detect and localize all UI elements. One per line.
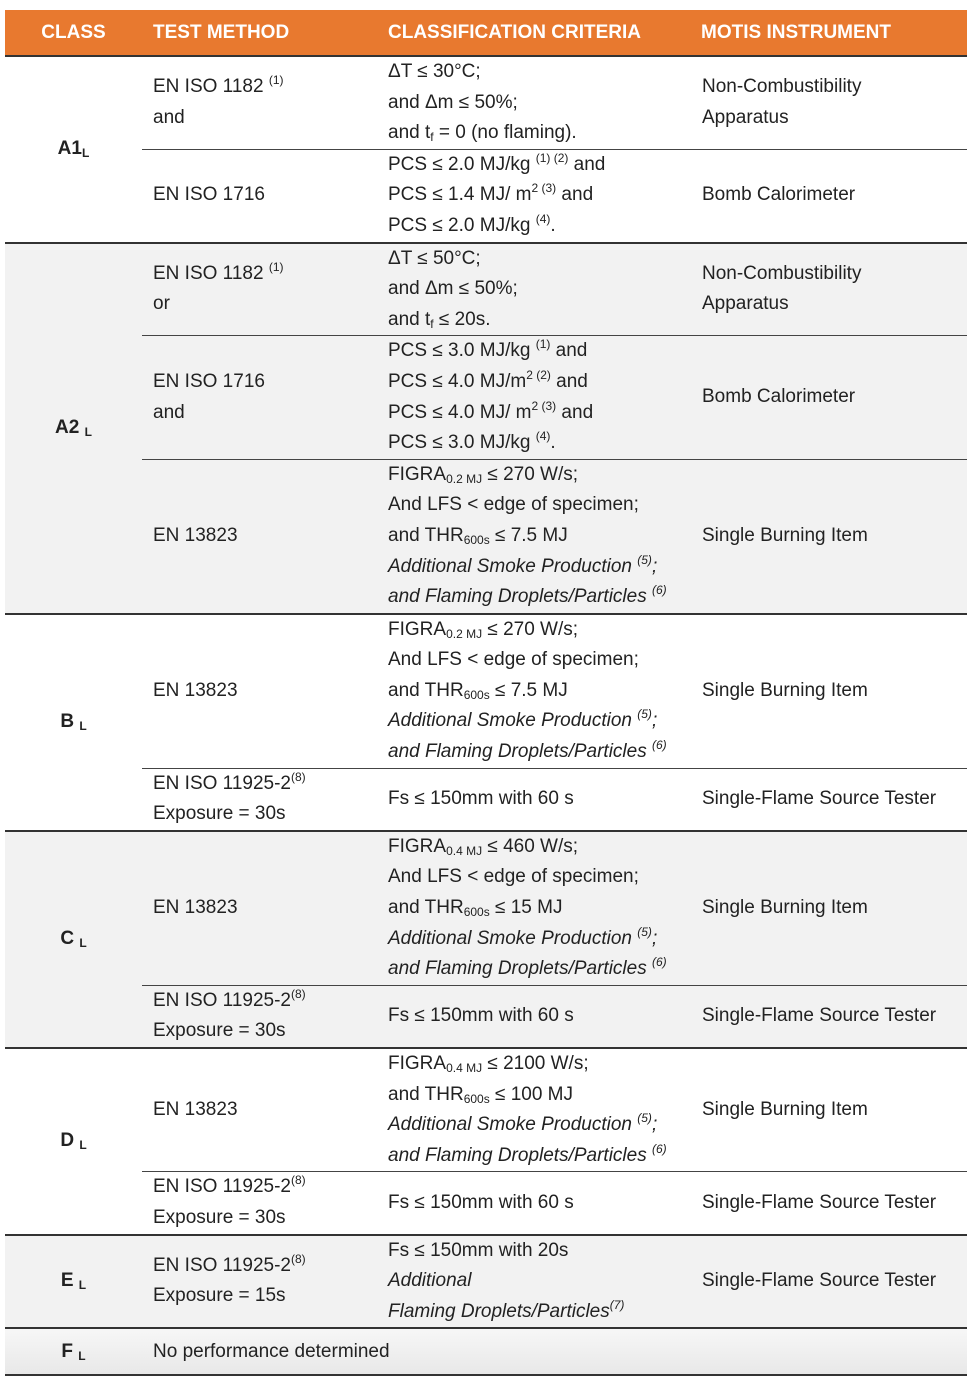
instrument-cell	[701, 614, 967, 768]
instrument-cell	[701, 149, 967, 242]
instrument-cell	[701, 831, 967, 985]
text-segment: ΔT ≤ 30°C;	[388, 61, 481, 82]
fire-classification-table	[5, 10, 967, 1376]
test-method-cell	[142, 243, 388, 336]
cell-line	[388, 211, 701, 242]
text-segment: and	[556, 401, 594, 423]
subscript: 0.2 MJ	[446, 626, 483, 641]
text-segment: and	[556, 184, 594, 206]
subscript: L	[81, 145, 90, 160]
cell-line	[388, 367, 701, 398]
header-instrument: MOTIS INSTRUMENT	[701, 10, 967, 56]
header-test-method: TEST METHOD	[142, 10, 388, 56]
criteria-cell	[388, 1048, 701, 1172]
cell-line	[153, 289, 388, 320]
superscript: (5)	[637, 552, 652, 567]
cell-line: Apparatus	[702, 106, 789, 128]
table-row	[5, 56, 967, 149]
superscript: 2 (3)	[531, 181, 557, 196]
superscript: (6)	[652, 738, 667, 753]
text-segment: ;	[651, 1114, 658, 1136]
cell-line	[388, 1110, 701, 1141]
text-segment: Additional Smoke Production	[388, 555, 638, 577]
instrument-cell	[701, 768, 967, 831]
cell-line	[153, 259, 388, 290]
test-method-cell	[142, 1235, 388, 1329]
text-segment: EN ISO 1716	[153, 184, 265, 206]
text-segment: EN ISO 11925-2	[153, 989, 292, 1011]
cell-line	[388, 737, 701, 768]
instrument-cell	[701, 1172, 967, 1235]
text-segment: EN 13823	[153, 524, 238, 546]
cell-line	[388, 784, 701, 815]
table-row	[5, 768, 967, 831]
instrument-cell	[701, 459, 967, 613]
cell-line	[388, 305, 701, 336]
text-segment: And LFS < edge of specimen;	[388, 649, 639, 671]
table-row-f	[5, 1328, 967, 1375]
cell-line	[388, 428, 701, 459]
text-segment: ;	[651, 555, 658, 577]
text-segment: and	[568, 153, 606, 175]
cell-line	[388, 1001, 701, 1032]
cell-line	[388, 1141, 701, 1172]
text-segment: EN ISO 1716	[153, 370, 265, 392]
table-row	[5, 985, 967, 1048]
cell-line	[388, 924, 701, 955]
superscript: (1) (2)	[535, 150, 569, 165]
criteria-cell	[388, 831, 701, 985]
cell-line	[388, 645, 701, 676]
subscript: L	[79, 936, 87, 951]
instrument-cell	[701, 336, 967, 459]
table-row	[5, 459, 967, 613]
cell-line	[153, 893, 388, 924]
cell-line	[153, 799, 388, 830]
cell-line: Single Burning Item	[702, 524, 868, 546]
superscript: (1)	[268, 73, 284, 88]
text-segment: Fs ≤ 150mm with 60 s	[388, 787, 574, 809]
superscript: (5)	[637, 924, 652, 939]
table-row	[5, 831, 967, 985]
superscript: (8)	[291, 1173, 306, 1188]
cell-line	[388, 954, 701, 985]
text-segment: and Flaming Droplets/Particles	[388, 586, 652, 608]
superscript: (7)	[609, 1297, 625, 1312]
text-segment: ≤ 2100 W/s;	[482, 1053, 589, 1074]
cell-line: Single-Flame Source Tester	[702, 787, 937, 809]
cell-line	[153, 180, 388, 211]
subscript: 600s	[463, 532, 490, 547]
text-segment: Additional Smoke Production	[388, 927, 638, 949]
cell-line	[388, 336, 701, 367]
text-segment: C	[60, 928, 80, 950]
text-segment: Exposure = 30s	[153, 803, 286, 825]
class-cell	[5, 1048, 142, 1235]
criteria-cell	[388, 614, 701, 768]
superscript: 2 (2)	[526, 367, 551, 382]
cell-line: Apparatus	[702, 293, 789, 315]
text-segment: B	[60, 710, 80, 732]
cell-line	[388, 118, 701, 149]
subscript: L	[78, 1278, 87, 1293]
text-segment: PCS ≤ 3.0 MJ/kg	[388, 432, 536, 454]
text-segment: PCS ≤ 4.0 MJ/ m	[388, 401, 532, 423]
cell-line	[388, 57, 701, 88]
test-method-cell	[142, 985, 388, 1048]
cell-line	[388, 582, 701, 613]
text-segment: and	[153, 106, 185, 128]
text-segment: and t	[388, 122, 431, 144]
no-performance-cell: No performance determined	[142, 1328, 967, 1375]
superscript: (8)	[291, 986, 306, 1001]
subscript: 0.4 MJ	[446, 843, 483, 858]
subscript: L	[79, 1137, 87, 1152]
superscript: (6)	[652, 955, 667, 970]
text-segment: or	[153, 293, 170, 315]
text-segment: .	[550, 432, 556, 454]
text-segment: ≤ 20s.	[433, 308, 491, 330]
text-segment: ≤ 460 W/s;	[482, 835, 579, 857]
text-segment: ≤ 270 W/s;	[482, 618, 579, 640]
table-row	[5, 336, 967, 459]
table-row	[5, 149, 967, 242]
cell-line: Bomb Calorimeter	[702, 386, 856, 408]
text-segment: FIGRA	[388, 463, 447, 485]
cell-line	[153, 1016, 388, 1047]
text-segment: ≤ 7.5 MJ	[489, 679, 568, 701]
criteria-cell	[388, 243, 701, 336]
subscript: 0.4 MJ	[446, 1061, 483, 1075]
text-segment: E	[60, 1270, 79, 1292]
cell-line: Non-Combustibility	[702, 262, 862, 284]
text-segment: ≤ 15 MJ	[489, 897, 563, 919]
test-method-cell	[142, 614, 388, 768]
cell-line	[388, 521, 701, 552]
cell-line	[388, 1236, 701, 1267]
test-method-cell	[142, 831, 388, 985]
criteria-cell	[388, 149, 701, 242]
text-segment: EN 13823	[153, 1098, 238, 1120]
text-segment: And LFS < edge of specimen;	[388, 866, 639, 888]
cell-line	[153, 521, 388, 552]
subscript: L	[79, 718, 87, 733]
test-method-cell	[142, 149, 388, 242]
cell-line	[388, 1080, 701, 1111]
cell-line: Single Burning Item	[702, 1098, 868, 1120]
cell-line	[388, 552, 701, 583]
text-segment: EN ISO 11925-2	[153, 772, 292, 794]
text-segment: and Flaming Droplets/Particles	[388, 741, 652, 763]
subscript: 600s	[463, 905, 490, 920]
class-cell	[5, 614, 142, 831]
test-method-cell	[142, 1048, 388, 1172]
instrument-cell	[701, 243, 967, 336]
criteria-cell	[388, 1235, 701, 1329]
table-row	[5, 614, 967, 768]
criteria-cell	[388, 1172, 701, 1235]
text-segment: and	[153, 401, 185, 423]
text-segment: Additional Smoke Production	[388, 710, 638, 732]
superscript: (4)	[535, 429, 551, 444]
text-segment: ΔT ≤ 50°C;	[388, 247, 481, 269]
cell-line: Bomb Calorimeter	[702, 184, 856, 206]
text-segment: PCS ≤ 3.0 MJ/kg	[388, 340, 536, 362]
criteria-cell	[388, 768, 701, 831]
class-cell	[5, 1328, 142, 1375]
text-segment: Flaming Droplets/Particles	[388, 1300, 610, 1322]
cell-line	[153, 367, 388, 398]
cell-line	[388, 180, 701, 211]
subscript: f	[430, 130, 434, 145]
text-segment: PCS ≤ 2.0 MJ/kg	[388, 214, 536, 236]
text-segment: And LFS < edge of specimen;	[388, 494, 639, 516]
text-segment: EN ISO 11925-2	[153, 1176, 292, 1198]
cell-line	[153, 1095, 388, 1126]
text-segment: ;	[651, 710, 658, 732]
table-row	[5, 243, 967, 336]
criteria-cell	[388, 336, 701, 459]
instrument-cell	[701, 1048, 967, 1172]
text-segment: ≤ 100 MJ	[489, 1083, 574, 1105]
text-segment: PCS ≤ 2.0 MJ/kg	[388, 153, 536, 175]
cell-line	[388, 676, 701, 707]
cell-line	[153, 398, 388, 429]
superscript: (1)	[535, 337, 551, 352]
cell-line	[388, 1297, 701, 1328]
text-segment: and Flaming Droplets/Particles	[388, 958, 652, 980]
subscript: 600s	[463, 1091, 490, 1106]
cell-line: Single Burning Item	[702, 897, 868, 919]
text-segment: FIGRA	[388, 1053, 447, 1074]
table-row	[5, 1172, 967, 1235]
text-segment: and Flaming Droplets/Particles	[388, 1144, 652, 1166]
text-segment: PCS ≤ 4.0 MJ/m	[388, 370, 527, 392]
text-segment: and	[550, 340, 588, 362]
superscript: (6)	[652, 1141, 667, 1156]
superscript: (5)	[637, 707, 652, 722]
subscript: 600s	[463, 687, 490, 702]
text-segment: PCS ≤ 1.4 MJ/ m	[388, 184, 532, 206]
instrument-cell	[701, 56, 967, 149]
cell-line	[153, 72, 388, 103]
header-criteria: CLASSIFICATION CRITERIA	[388, 10, 701, 56]
text-segment: FIGRA	[388, 618, 447, 640]
subscript: 0.2 MJ	[446, 471, 483, 486]
cell-line	[388, 398, 701, 429]
cell-line	[388, 706, 701, 737]
cell-line	[388, 490, 701, 521]
cell-line: Single-Flame Source Tester	[702, 1270, 937, 1292]
text-segment: Additional	[388, 1270, 472, 1292]
cell-line	[388, 1266, 701, 1297]
cell-line	[388, 150, 701, 181]
cell-line	[388, 893, 701, 924]
test-method-cell	[142, 768, 388, 831]
text-segment: and	[550, 370, 588, 392]
cell-line	[388, 1188, 701, 1219]
test-method-cell	[142, 459, 388, 613]
cell-line	[153, 1203, 388, 1234]
cell-line	[388, 615, 701, 646]
text-segment: and THR	[388, 679, 464, 701]
cell-line: Single-Flame Source Tester	[702, 1005, 937, 1027]
criteria-cell	[388, 985, 701, 1048]
superscript: 2 (3)	[531, 398, 557, 413]
text-segment: Additional Smoke Production	[388, 1114, 638, 1136]
cell-line	[153, 986, 388, 1017]
superscript: (6)	[652, 583, 667, 598]
cell-line	[388, 274, 701, 305]
header-class: CLASS	[5, 10, 142, 56]
cell-line	[153, 103, 388, 134]
text-segment: ≤ 7.5 MJ	[489, 524, 568, 546]
text-segment: Exposure = 15s	[153, 1285, 286, 1307]
text-segment: and Δm ≤ 50%;	[388, 278, 518, 300]
cell-line	[153, 769, 388, 800]
class-cell	[5, 243, 142, 614]
test-method-cell	[142, 56, 388, 149]
text-segment: Fs ≤ 150mm with 20s	[388, 1239, 569, 1261]
criteria-cell	[388, 56, 701, 149]
cell-line	[388, 862, 701, 893]
text-segment: Fs ≤ 150mm with 60 s	[388, 1005, 574, 1027]
table-row	[5, 1048, 967, 1172]
cell-line	[153, 1172, 388, 1203]
text-segment: and Δm ≤ 50%;	[388, 91, 518, 113]
table-header	[5, 10, 967, 56]
cell-line: Single-Flame Source Tester	[702, 1191, 937, 1213]
text-segment: = 0 (no flaming).	[433, 122, 577, 144]
instrument-cell	[701, 985, 967, 1048]
superscript: (4)	[535, 211, 551, 226]
table-row	[5, 1235, 967, 1329]
text-segment: Exposure = 30s	[153, 1020, 286, 1042]
text-segment: D	[60, 1129, 80, 1151]
cell-line	[153, 676, 388, 707]
cell-line: Non-Combustibility	[702, 76, 862, 98]
superscript: (1)	[268, 259, 284, 274]
text-segment: EN ISO 1182	[153, 76, 269, 98]
text-segment: EN 13823	[153, 679, 238, 701]
subscript: f	[430, 316, 434, 331]
text-segment: .	[550, 214, 556, 236]
test-method-cell	[142, 336, 388, 459]
text-segment: and THR	[388, 1083, 464, 1105]
text-segment: EN ISO 1182	[153, 262, 269, 284]
superscript: (8)	[291, 1251, 306, 1266]
cell-line: Single Burning Item	[702, 679, 868, 701]
text-segment: and THR	[388, 524, 464, 546]
superscript: (5)	[637, 1111, 652, 1126]
cell-line	[388, 244, 701, 275]
text-segment: ;	[651, 927, 658, 949]
class-cell	[5, 1235, 142, 1329]
subscript: L	[78, 1348, 86, 1363]
text-segment: EN ISO 11925-2	[153, 1254, 292, 1276]
test-method-cell	[142, 1172, 388, 1235]
subscript: L	[84, 424, 92, 439]
class-cell	[5, 56, 142, 243]
cell-line	[153, 1281, 388, 1312]
text-segment: and THR	[388, 897, 464, 919]
text-segment: and t	[388, 308, 431, 330]
cell-line	[388, 1049, 701, 1080]
text-segment: ≤ 270 W/s;	[482, 463, 579, 485]
criteria-cell	[388, 459, 701, 613]
cell-line	[153, 1251, 388, 1282]
text-segment: FIGRA	[388, 835, 447, 857]
text-segment: A1	[57, 137, 82, 159]
cell-line	[388, 88, 701, 119]
instrument-cell	[701, 1235, 967, 1329]
text-segment: F	[61, 1340, 79, 1362]
class-cell	[5, 831, 142, 1048]
text-segment: Fs ≤ 150mm with 60 s	[388, 1191, 574, 1213]
text-segment: EN 13823	[153, 897, 238, 919]
cell-line	[388, 460, 701, 491]
text-segment: A2	[55, 416, 85, 438]
cell-line	[388, 832, 701, 863]
superscript: (8)	[291, 769, 306, 784]
text-segment: Exposure = 30s	[153, 1206, 286, 1228]
